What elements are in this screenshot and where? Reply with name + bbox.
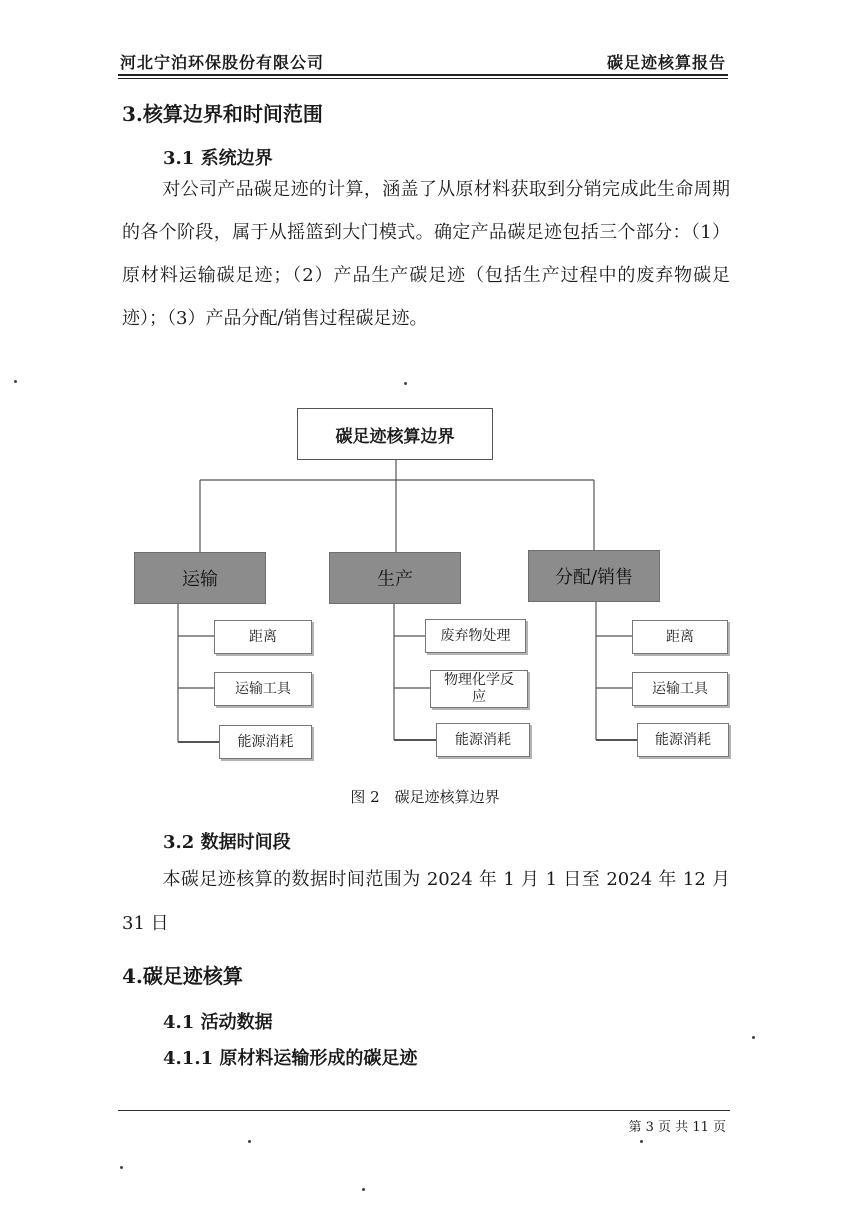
section-3-2-text: 本碳足迹核算的数据时间范围为 2024 年 1 月 1 日至 2024 年 12 月 31 日: [122, 869, 730, 934]
diagram-leaf: 能源消耗: [637, 723, 729, 757]
section-3-title: 3.核算边界和时间范围: [122, 102, 323, 126]
diagram-leaf: 能源消耗: [436, 723, 530, 757]
diagram-leaf: 运输工具: [632, 672, 728, 706]
section-4-title: 4.碳足迹核算: [122, 964, 243, 988]
footer-divider: [118, 1110, 730, 1111]
diagram-leaf: 能源消耗: [219, 725, 312, 759]
header-company: 河北宁泊环保股份有限公司: [120, 53, 325, 72]
diagram-root-node: 碳足迹核算边界: [297, 408, 493, 460]
scan-speck: [404, 382, 407, 385]
diagram-leaf: 物理化学反应: [430, 670, 528, 708]
figure-caption: 图 2 碳足迹核算边界: [350, 788, 500, 806]
section-4-1-1-title: 4.1.1 原材料运输形成的碳足迹: [163, 1048, 418, 1069]
section-3-1-title: 3.1 系统边界: [163, 148, 273, 169]
page-number: 第 3 页 共 11 页: [628, 1120, 726, 1135]
scan-speck: [752, 1036, 755, 1039]
scan-speck: [120, 1166, 123, 1169]
diagram-leaf: 距离: [632, 620, 728, 654]
scan-speck: [248, 1140, 251, 1143]
scan-speck: [640, 1140, 643, 1143]
diagram-leaf: 废弃物处理: [425, 619, 526, 653]
section-3-2-paragraph: [122, 858, 730, 946]
section-4-1-title: 4.1 活动数据: [163, 1012, 273, 1033]
header-report-title: 碳足迹核算报告: [606, 53, 726, 72]
scan-speck: [14, 380, 17, 383]
diagram-leaf: 运输工具: [214, 672, 312, 706]
section-3-2-title: 3.2 数据时间段: [163, 832, 291, 853]
diagram-category-transport: 运输: [134, 552, 266, 604]
diagram-category-production: 生产: [329, 552, 461, 604]
section-3-1-text: 对公司产品碳足迹的计算，涵盖了从原材料获取到分销完成此生命周期的各个阶段，属于从摇篮到大门模式。确定产品碳足迹包括三个部分：（1）原材料运输碳足迹；（2）产品生产碳足迹（包括生产过程中的废弃物碳足迹）；（3）产品分配/销售过程碳足迹。: [122, 179, 730, 329]
diagram-leaf: 距离: [214, 620, 312, 654]
diagram-category-distribution: 分配/销售: [528, 550, 660, 602]
scan-speck: [362, 1188, 365, 1191]
